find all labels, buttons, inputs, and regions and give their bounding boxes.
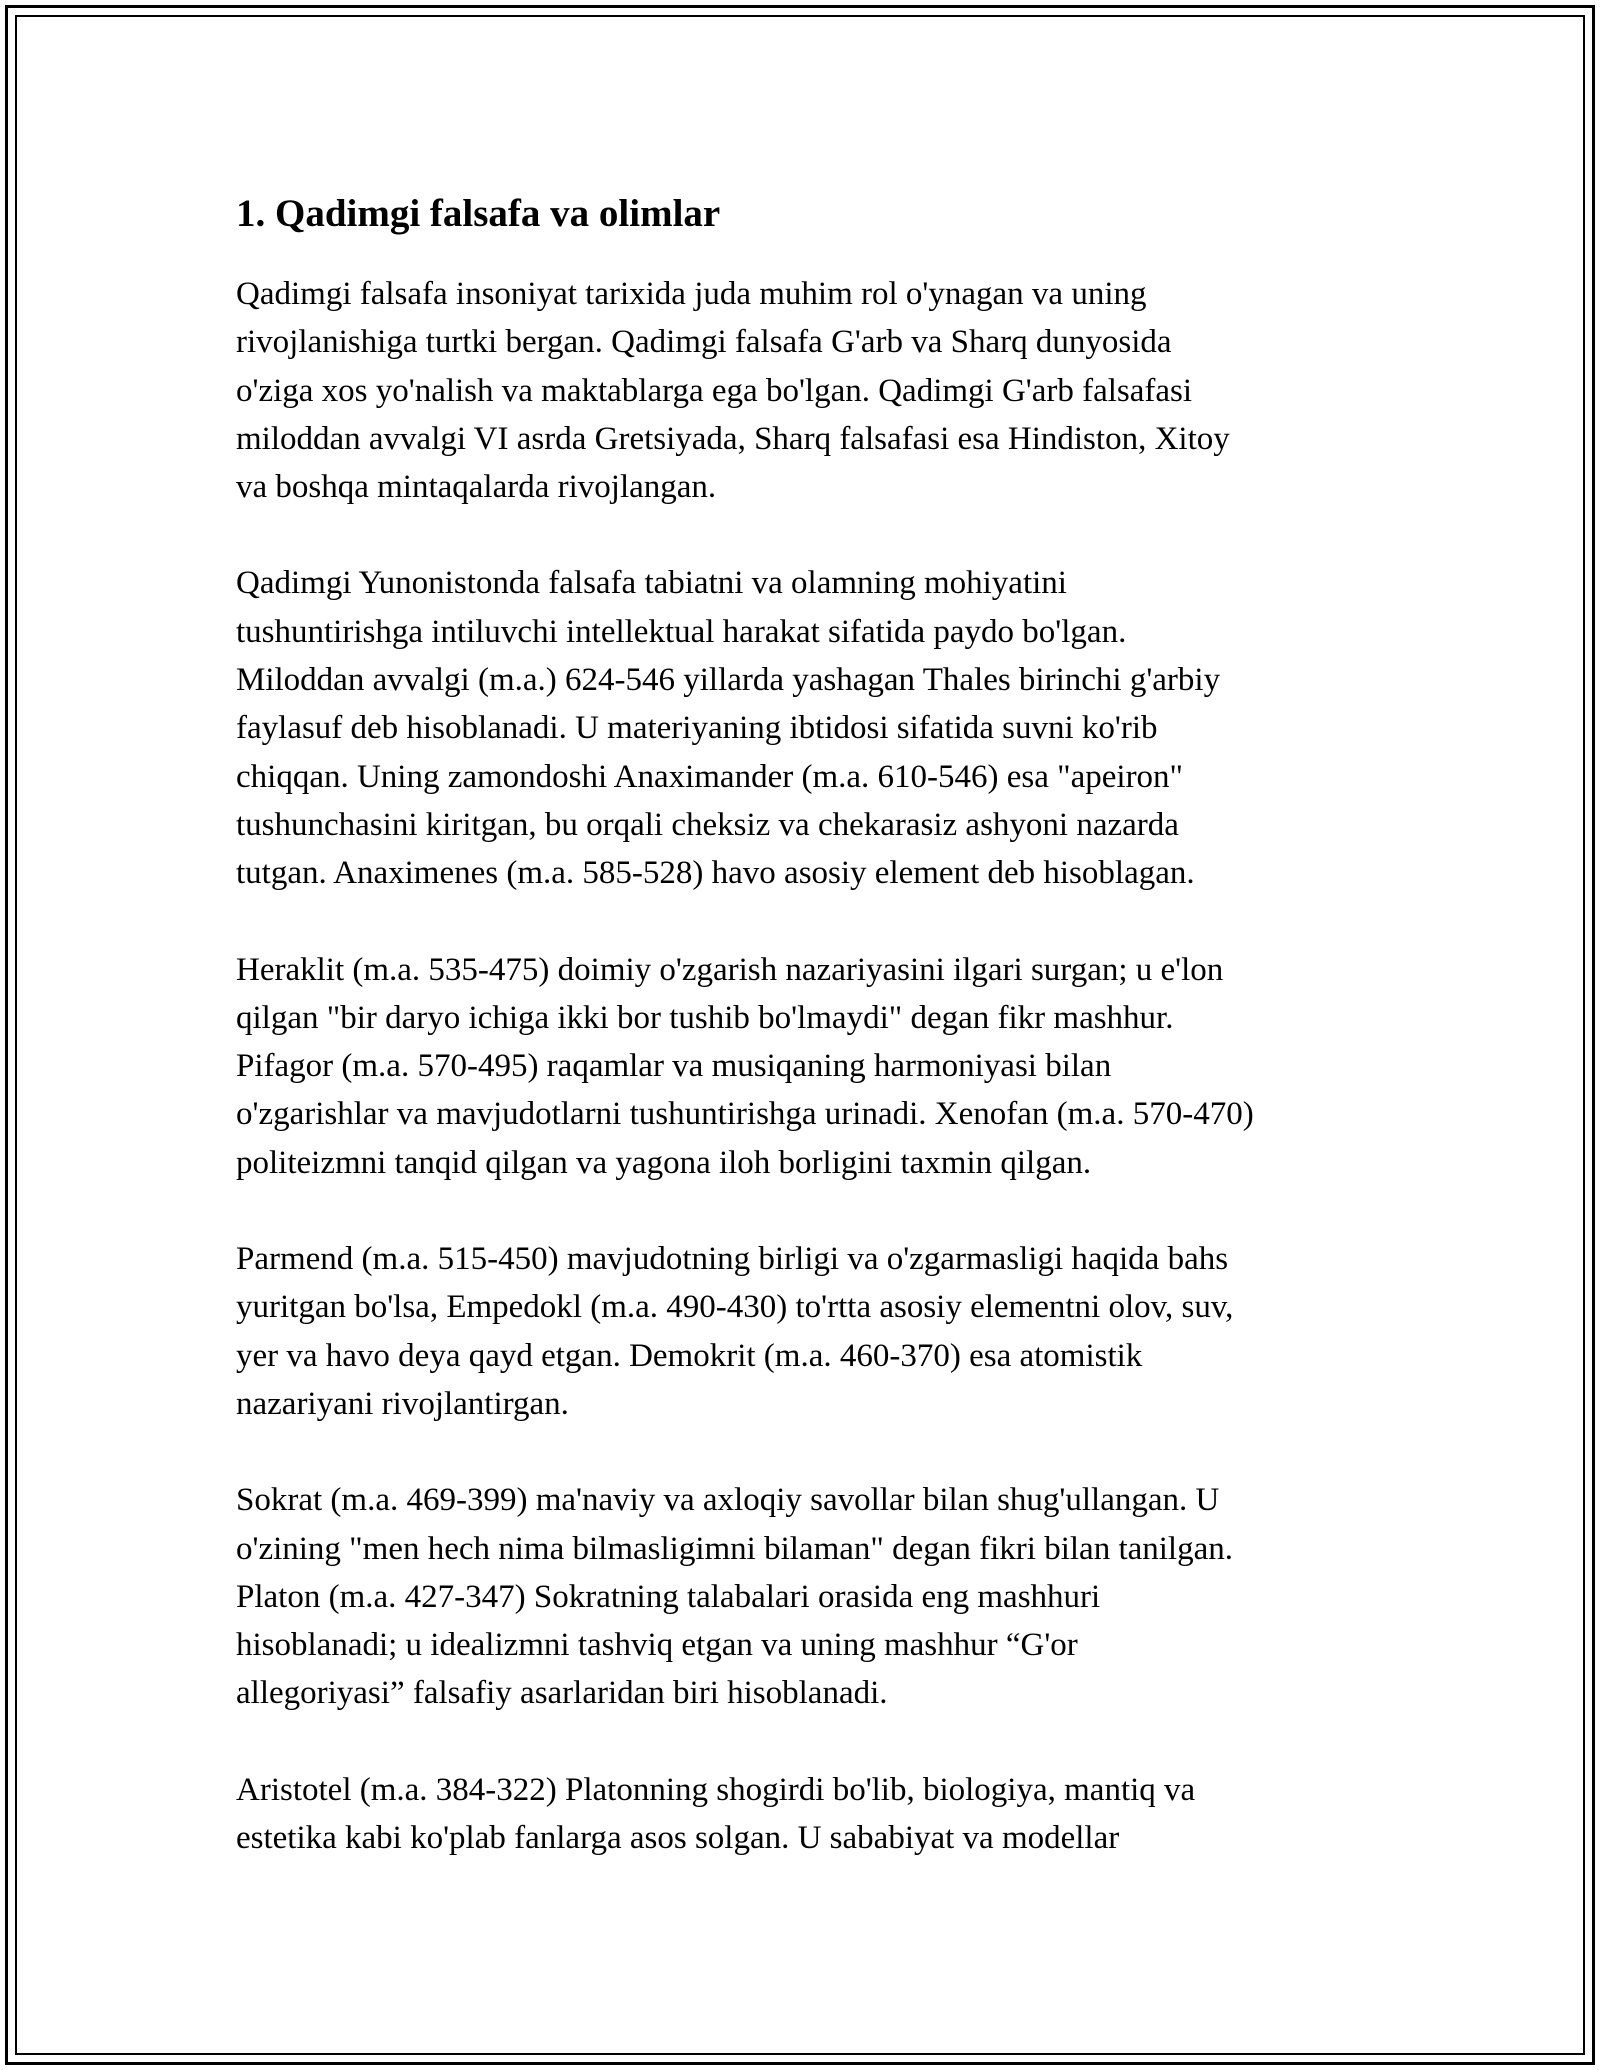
- paragraph-parmenides-democritus: Parmend (m.a. 515-450) mavjudotning birligi va o'zgarmasligi haqida bahs yuritgan bo'lsa, Empedokl (m.a. 490-430) to'rtta asosiy elementni olov, suv, yer va havo deya qayd etgan. Demokrit (m.a. 460-370) esa atomistik nazariyani rivojlantirgan.: [236, 1241, 1234, 1422]
- document-body: [236, 188, 1396, 1862]
- paragraph-aristotle: Aristotel (m.a. 384-322) Platonning shogirdi bo'lib, biologiya, mantiq va estetika kabi ko'plab fanlarga asos solgan. U sababiyat va modellar: [236, 1771, 1196, 1857]
- paragraph-ancient-greece: Qadimgi Yunonistonda falsafa tabiatni va olamning mohiyatini tushuntirishga intiluvchi intellektual harakat sifatida paydo bo'lgan. Miloddan avvalgi (m.a.) 624-546 yillarda yashagan Thales birinchi g'arbiy faylasuf deb hisoblanadi. U materiyaning ibtidosi sifatida suvni ko'rib chiqqan. Uning zamondoshi Anaximander (m.a. 610-546) esa "apeiron" tushunchasini kiritgan, bu orqali cheksiz va chekarasiz ashyoni nazarda tutgan. Anaximenes (m.a. 585-528) havo asosiy element deb hisoblagan.: [236, 565, 1221, 892]
- paragraph-socrates-plato: Sokrat (m.a. 469-399) ma'naviy va axloqiy savollar bilan shug'ullangan. U o'zining "men hech nima bilmasligimni bilaman" degan fikri bilan tanilgan. Platon (m.a. 427-347) Sokratning talabalari orasida eng mashhuri hisoblanadi; u idealizmni tashviq etgan va uning mashhur “G'or allegoriyasi” falsafiy asarlaridan biri hisoblanadi.: [236, 1482, 1233, 1712]
- paragraph-heraclitus-pythagoras: Heraklit (m.a. 535-475) doimiy o'zgarish nazariyasini ilgari surgan; u e'lon qilgan "bir daryo ichiga ikki bor tushib bo'lmaydi" degan fikr mashhur. Pifagor (m.a. 570-495) raqamlar va musiqaning harmoniyasi bilan o'zgarishlar va mavjudotlarni tushuntirishga urinadi. Xenofan (m.a. 570-470) politeizmni tanqid qilgan va yagona iloh borligini taxmin qilgan.: [236, 951, 1254, 1181]
- paragraph-intro: Qadimgi falsafa insoniyat tarixida juda muhim rol o'ynagan va uning rivojlanishiga turtki bergan. Qadimgi falsafa G'arb va Sharq dunyosida o'ziga xos yo'nalish va maktablarga ega bo'lgan. Qadimgi G'arb falsafasi miloddan avvalgi VI asrda Gretsiyada, Sharq falsafasi esa Hindiston, Xitoy va boshqa mintaqalarda rivojlangan.: [236, 276, 1230, 506]
- section-heading: 1. Qadimgi falsafa va olimlar: [236, 192, 721, 235]
